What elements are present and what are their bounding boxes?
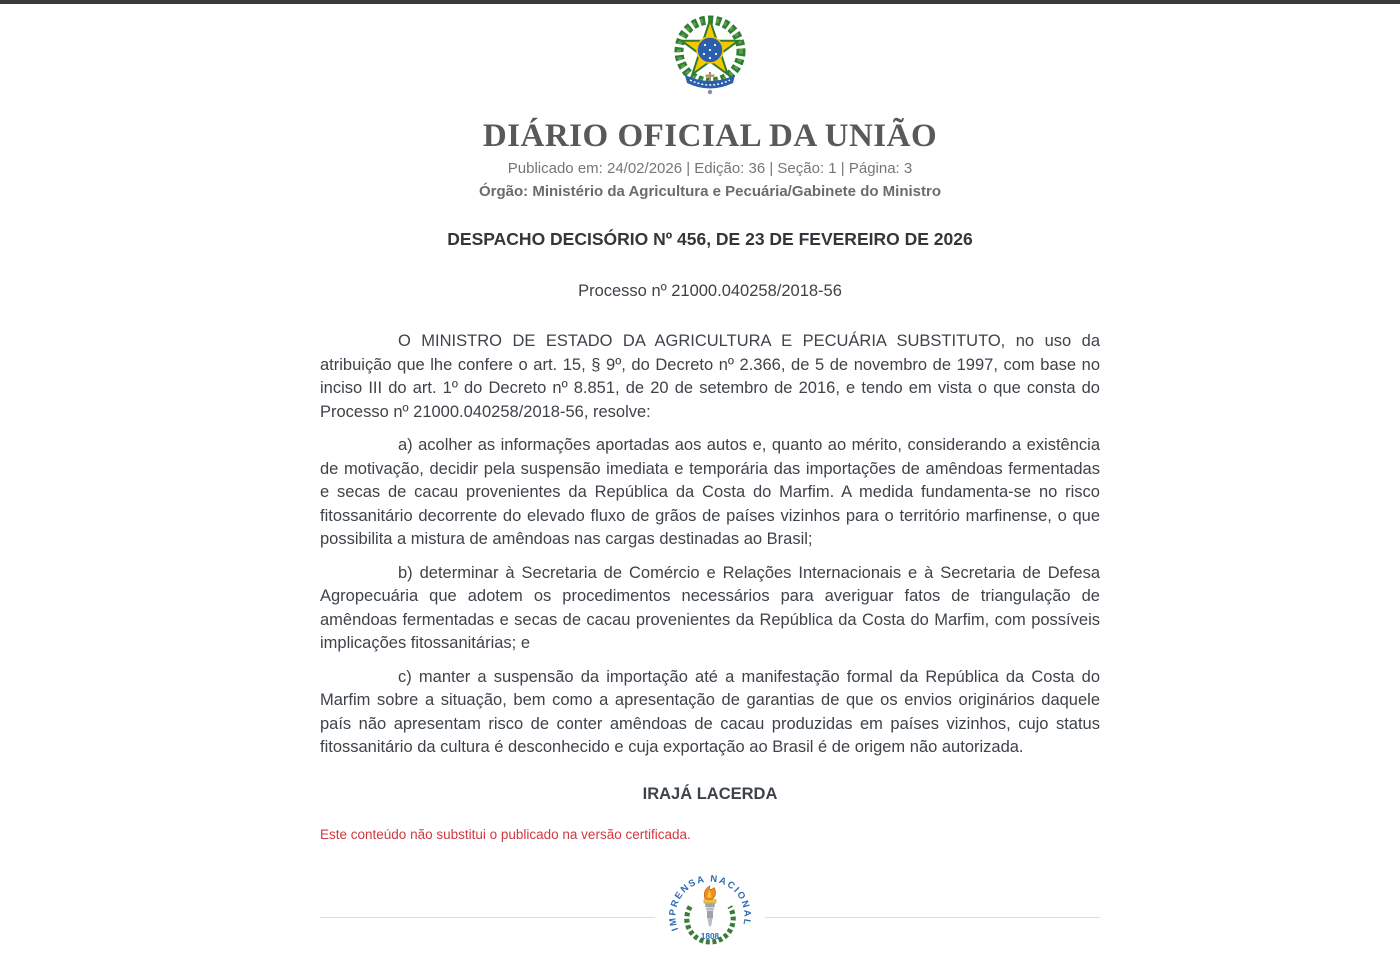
document-body xyxy=(320,230,1100,842)
act-title: DESPACHO DECISÓRIO Nº 456, DE 23 DE FEVEREIRO DE 2026 xyxy=(447,229,973,249)
certification-disclaimer: Este conteúdo não substitui o publicado na versão certificada. xyxy=(320,826,691,842)
imprensa-nacional-seal-icon xyxy=(655,872,765,960)
masthead xyxy=(320,4,1100,200)
paragraph-item-b: b) determinar à Secretaria de Comércio e Relações Internacionais e à Secretaria de Defesa Agropecuária que adotem os procedimentos necessários para averiguar fatos de triangulação de amêndoas fermentadas e secas de cacau provenientes da República da Costa do Marfim, com possíveis implicações fitossanitárias; e xyxy=(320,563,1100,652)
document-page xyxy=(320,4,1100,970)
seal-arc-text: IMPRENSA NACIONAL xyxy=(667,872,753,932)
signature-name: IRAJÁ LACERDA xyxy=(642,784,778,803)
paragraph-preamble: O MINISTRO DE ESTADO DA AGRICULTURA E PECUÁRIA SUBSTITUTO, no uso da atribuição que lhe confere o art. 15, § 9º, do Decreto nº 2.366, de 5 de novembro de 1997, com base no inciso III do art. 1º do Decreto nº 8.851, de 20 de setembro de 2016, e tendo em vista o que consta do Processo nº 21000.040258/2018-56, resolve: xyxy=(320,332,1100,421)
footer xyxy=(320,860,1100,970)
paragraph-item-a: a) acolher as informações aportadas aos autos e, quanto ao mérito, considerando a existência de motivação, decidir pela suspensão imediata e temporária das importações de amêndoas fermentadas e secas de cacau provenientes da República da Costa do Marfim. A medida fundamenta-se no risco fitossanitário decorrente do elevado fluxo de grãos de países vizinhos para o território marfinense, o que possibilita a mistura de amêndoas nas cargas destinadas ao Brasil; xyxy=(320,436,1100,548)
publication-info: Publicado em: 24/02/2026 | Edição: 36 | Seção: 1 | Página: 3 xyxy=(507,160,913,177)
brazil-coat-of-arms-icon xyxy=(673,14,747,98)
gazette-title: DIÁRIO OFICIAL DA UNIÃO xyxy=(482,118,938,154)
process-number: Processo nº 21000.040258/2018-56 xyxy=(578,282,842,300)
seal-year: 1808 xyxy=(700,931,720,941)
paragraph-item-c: c) manter a suspensão da importação até a manifestação formal da República da Costa do Marfim sobre a situação, bem como a apresentação de garantias de que os envios originários daquele país não apresentam risco de conter amêndoas de cacau produzidas em países vizinhos, cujo status fitossanitário da cultura é desconhecido e cuja exportação ao Brasil é de origem não autorizada. xyxy=(320,667,1100,756)
organ-info: Órgão: Ministério da Agricultura e Pecuária/Gabinete do Ministro xyxy=(478,183,942,200)
